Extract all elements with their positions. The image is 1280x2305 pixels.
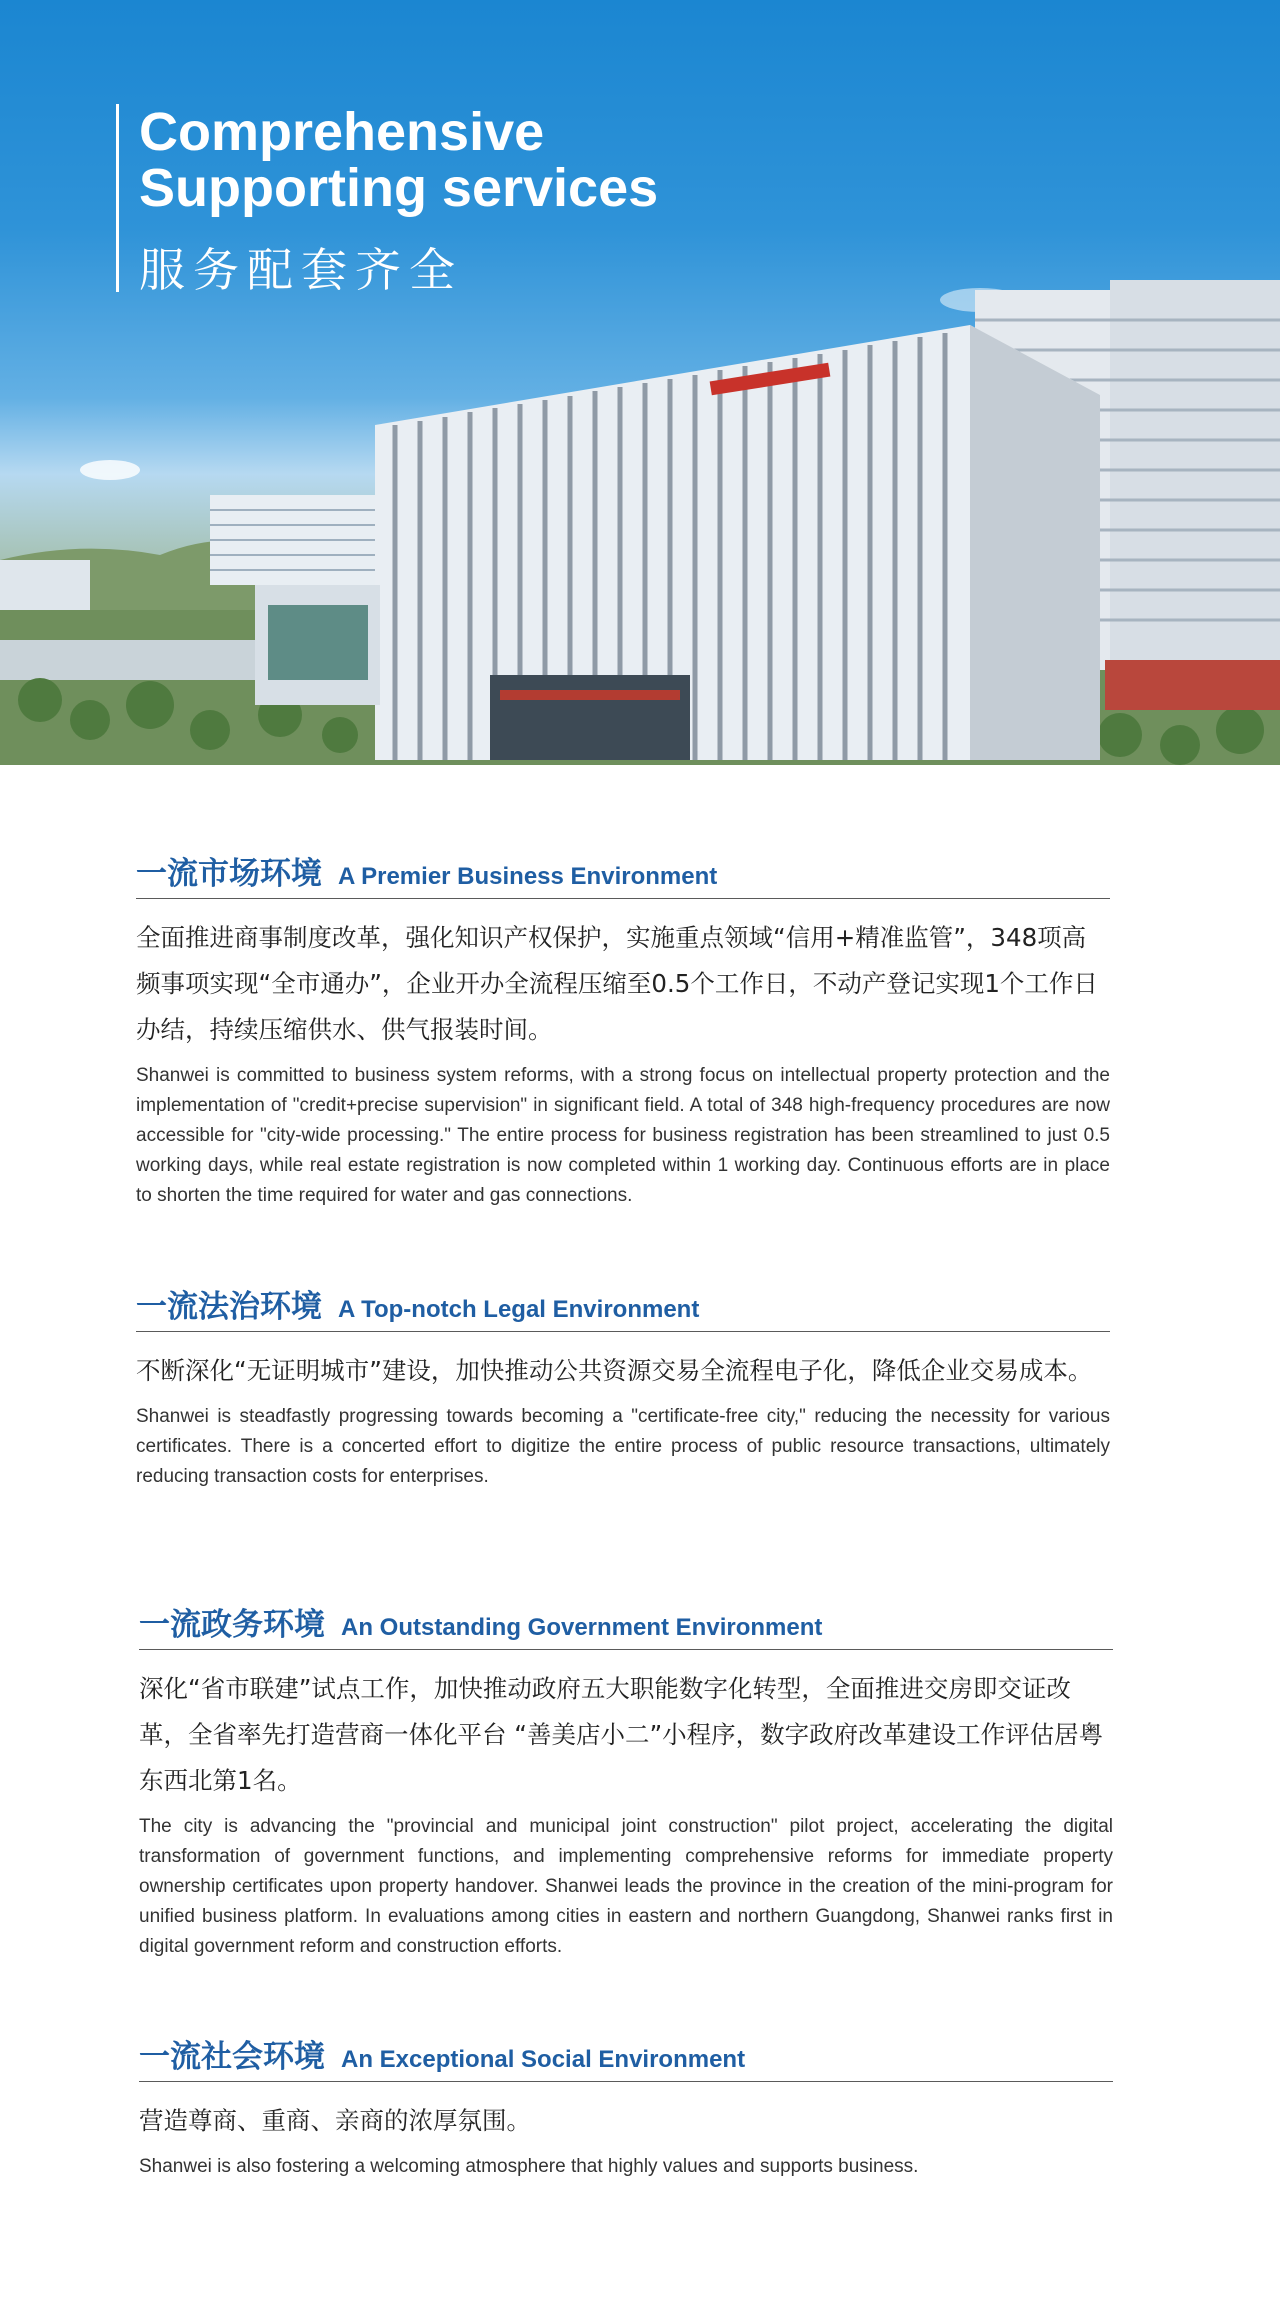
section-title-cn: 一流政务环境 [139, 1607, 325, 1643]
section-body-cn: 营造尊商、重商、亲商的浓厚氛围。 [139, 2106, 531, 2135]
section-title-en: An Exceptional Social Environment [341, 2046, 746, 2073]
section-body-cn: 不断深化“无证明城市”建设，加快推动公共资源交易全流程电子化，降低企业交易成本。 [136, 1356, 1093, 1385]
hero-title-block [116, 102, 759, 297]
section-body-cn: 全面推进商事制度改革，强化知识产权保护，实施重点领域“信用+精准监管”，348项高频事项实现“全市通办”，企业开办全流程压缩至0.5个工作日，不动产登记实现1个工作日办结，持续压缩供水、供气报装时间。 [136, 923, 1098, 1044]
section-legal-environment [136, 1281, 1110, 1492]
section-title-cn: 一流法治环境 [136, 1289, 322, 1325]
section-heading [136, 1281, 1110, 1332]
hero-banner [0, 0, 1280, 765]
section-body-cn: 深化“省市联建”试点工作，加快推动政府五大职能数字化转型，全面推进交房即交证改革，全省率先打造营商一体化平台 “善美店小二”小程序，数字政府改革建设工作评估居粤东西北第1名。 [139, 1674, 1104, 1795]
section-title-cn: 一流市场环境 [136, 856, 322, 892]
section-body-en: Shanwei is committed to business system reforms, with a strong focus on intellectual property protection and the implementation of "credit+precise supervision" in significant field. A total of 348 high-frequency procedures are now accessible for "city-wide processing." The entire process for business registration has been streamlined to just 0.5 working days, while real estate registration is now completed within 1 working day. Continuous efforts are in place to shorten the time required for water and gas connections. [136, 1065, 1110, 1206]
section-government-environment [139, 1599, 1113, 1962]
section-business-environment [136, 848, 1110, 1211]
hero-title-cn: 服务配套齐全 [139, 243, 463, 297]
section-heading [139, 1599, 1113, 1650]
section-social-environment [139, 2031, 1113, 2182]
section-heading [139, 2031, 1113, 2082]
section-title-en: A Top-notch Legal Environment [338, 1296, 700, 1323]
section-title-en: An Outstanding Government Environment [341, 1614, 823, 1641]
section-body-en: The city is advancing the "provincial and municipal joint construction" pilot project, accelerating the digital transformation of government functions, and implementing comprehensive reforms for immediate property ownership certificates upon property handover. Shanwei leads the province in the creation of the mini-program for unified business platform. In evaluations among cities in eastern and northern Guangdong, Shanwei ranks first in digital government reform and construction efforts. [139, 1816, 1113, 1957]
section-body-en: Shanwei is also fostering a welcoming atmosphere that highly values and supports business. [139, 2156, 919, 2177]
section-body-en: Shanwei is steadfastly progressing towards becoming a "certificate-free city," reducing the necessity for various certificates. There is a concerted effort to digitize the entire process of public resource transactions, ultimately reducing transaction costs for enterprises. [136, 1406, 1110, 1487]
hero-title-en: Comprehensive Supporting services [139, 102, 659, 218]
section-title-en: A Premier Business Environment [338, 863, 718, 890]
section-title-cn: 一流社会环境 [139, 2039, 325, 2075]
section-heading [136, 848, 1110, 899]
